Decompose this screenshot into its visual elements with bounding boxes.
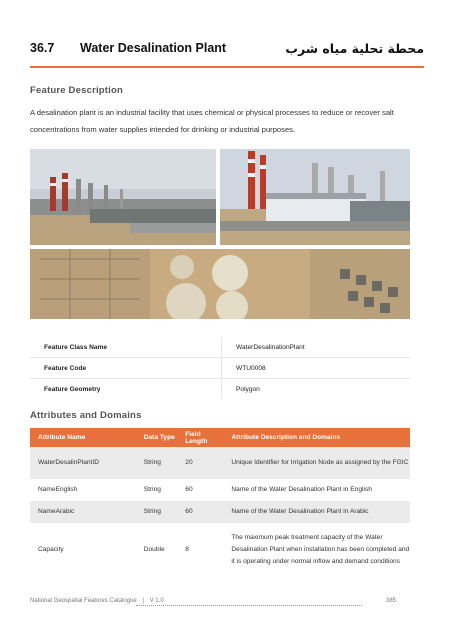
attribute-name-cell: Capacity [30, 523, 136, 577]
table-row [30, 358, 410, 379]
plant-photo-left [30, 149, 216, 245]
data-type-cell: String [136, 501, 178, 523]
description-cell: Name of the Water Desalination Plant in Arabic [223, 501, 410, 523]
plant-photo-bottom [30, 249, 410, 319]
table-row [30, 379, 410, 400]
table-row [30, 479, 410, 501]
page-title-row [30, 41, 424, 59]
feature-description-text: A desalination plant is an industrial facility that uses chemical or physical processes to reduce or recover salt concentrations from water supplies intended for drinking or industrial purposes. [30, 108, 394, 134]
feature-geometry-value: Polygon [236, 385, 260, 393]
field-length-cell: 8 [177, 523, 223, 577]
column-header-description: Attribute Description and Domains [223, 428, 410, 447]
field-length-cell: 60 [177, 501, 223, 523]
feature-class-name-label: Feature Class Name [30, 337, 222, 358]
attribute-name-cell: WaterDesalinPlantID [30, 447, 136, 479]
table-header-row [30, 428, 410, 447]
data-type-cell: Double [136, 523, 178, 577]
column-header-field-length: Field Length [177, 428, 223, 447]
table-row [30, 523, 410, 577]
data-type-cell: String [136, 447, 178, 479]
feature-code-value: WTU0008 [222, 358, 411, 379]
feature-geometry-label: Feature Geometry [30, 379, 222, 400]
feature-code-label: Feature Code [30, 358, 222, 379]
description-cell: Name of the Water Desalination Plant in English [223, 479, 410, 501]
field-length-cell: 20 [177, 447, 223, 479]
feature-description-heading: Feature Description [30, 85, 124, 96]
attribute-name-cell: NameEnglish [30, 479, 136, 501]
feature-class-table [30, 337, 410, 399]
column-header-data-type: Data Type [136, 428, 178, 447]
description-cell: The maximum peak treatment capacity of the Water Desalination Plant when installation has been completed and it is operating under normal inflow and demand conditions [223, 523, 410, 577]
column-header-attribute-name: Attribute Name [30, 428, 136, 447]
feature-class-name-value: WaterDesalinationPlant [222, 337, 411, 358]
title-divider [30, 66, 424, 68]
page-title: Water Desalination Plant [80, 41, 227, 55]
footer-separator: | [142, 598, 144, 604]
page-footer [30, 598, 400, 604]
version-label: V 1.0 [149, 598, 164, 604]
table-row [30, 501, 410, 523]
page-title-arabic: محطة تحلية مياه شرب [285, 41, 424, 56]
attributes-heading: Attributes and Domains [30, 410, 142, 421]
page-number: 385 [386, 598, 397, 604]
table-row [30, 447, 410, 479]
plant-photo-right [220, 149, 410, 245]
data-type-cell: String [136, 479, 178, 501]
description-cell: Unique Identifier for Irrigation Node as assigned by the FGIC [223, 447, 410, 479]
attributes-table [30, 428, 410, 577]
footer-dotted-leader [136, 605, 362, 606]
table-row [30, 337, 410, 358]
catalogue-name: National Geospatial Features Catalogue [30, 598, 137, 604]
section-number: 36.7 [30, 41, 55, 55]
plant-photo-collage [30, 149, 410, 319]
attribute-name-cell: NameArabic [30, 501, 136, 523]
field-length-cell: 60 [177, 479, 223, 501]
